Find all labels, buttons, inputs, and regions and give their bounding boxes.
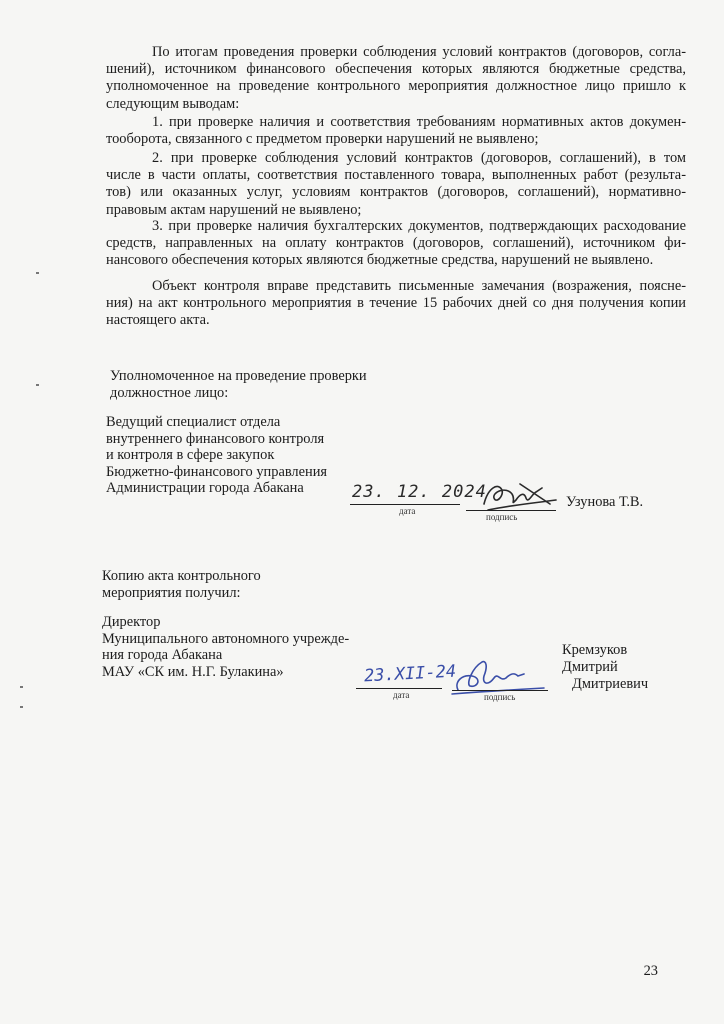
inspector-signature-line <box>466 510 556 511</box>
recipient-patronymic: Дмитриевич <box>572 676 649 692</box>
text-line: 1. при проверке наличия и соответствия требованиям нормативных актов докумен- <box>152 114 686 130</box>
finding-item-2 <box>106 150 686 219</box>
scan-mark <box>20 706 23 708</box>
text-line: 2. при проверке соблюдения условий контрактов (договоров, соглашений), в том <box>152 150 686 166</box>
scan-mark <box>36 272 39 274</box>
text-line: Бюджетно-финансового управления <box>106 463 328 480</box>
recipient-date-label: дата <box>393 690 410 700</box>
inspector-date-label: дата <box>399 506 416 516</box>
text-line: тооборота, связанного с предметом проверки нарушений не выявлено; <box>106 131 539 148</box>
conclusion-intro-paragraph <box>106 44 686 113</box>
recipient-surname: Кремзуков <box>562 642 628 658</box>
text-line: тов) или оказанных услуг, условиям контрактов (договоров, соглашений), нормативно- <box>106 184 686 201</box>
text-line: и контроля в сфере закупок <box>106 447 275 464</box>
text-line: следующим выводам: <box>106 95 240 112</box>
inspector-name: Узунова Т.В. <box>566 494 644 510</box>
recipient-first-name: Дмитрий <box>562 659 618 675</box>
text-line: ния) на акт контрольного мероприятия в течение 15 рабочих дней со дня получения копии <box>106 295 686 312</box>
text-line: уполномоченное на проведение контрольного мероприятия должностное лицо пришло к <box>106 78 686 95</box>
recipient-signature-label: подпись <box>484 692 516 702</box>
recipient-name <box>562 642 648 693</box>
text-line: средств, направленных на оплату контрактов (договоров, соглашений), источником фи- <box>106 235 686 252</box>
inspector-heading <box>110 368 367 401</box>
text-line: Муниципального автономного учрежде- <box>102 630 350 647</box>
text-line: МАУ «СК им. Н.Г. Булакина» <box>102 663 284 680</box>
scan-mark <box>20 686 23 688</box>
inspector-signature-label: подпись <box>486 512 518 522</box>
finding-item-1 <box>106 114 686 148</box>
recipient-position <box>102 614 349 680</box>
text-line: Администрации города Абакана <box>106 480 304 497</box>
scan-mark <box>36 384 39 386</box>
text-line: ния города Абакана <box>102 647 223 664</box>
recipient-heading <box>102 568 261 601</box>
text-line: 3. при проверке наличия бухгалтерских документов, подтверждающих расходование <box>152 218 686 234</box>
objection-paragraph <box>106 278 686 330</box>
text-line: настоящего акта. <box>106 312 210 329</box>
text-line: мероприятия получил: <box>102 584 241 601</box>
page-number: 23 <box>643 963 658 979</box>
text-line: должностное лицо: <box>110 384 229 401</box>
text-line: Копию акта контрольного <box>102 568 261 584</box>
inspector-position <box>106 414 327 497</box>
recipient-date-line <box>356 688 442 689</box>
text-line: внутреннего финансового контроля <box>106 430 325 447</box>
text-line: Директор <box>102 614 161 630</box>
recipient-date-handwritten: 23.XII-24 <box>363 661 457 687</box>
text-line: По итогам проведения проверки соблюдения условий контрактов (договоров, согла- <box>152 44 686 60</box>
recipient-signature-line <box>452 690 548 691</box>
text-line: числе в части оплаты, соответствия поставленного товара, выполненных работ (результа- <box>106 167 686 184</box>
text-line: правовым актам нарушений не выявлено; <box>106 201 362 218</box>
inspector-date-handwritten: 23. 12. 2024 <box>352 482 487 502</box>
text-line: Уполномоченное на проведение проверки <box>110 368 367 384</box>
inspector-date-line <box>350 504 460 505</box>
text-line: нансового обеспечения которых являются бюджетные средства, нарушений не выявлено. <box>106 252 654 269</box>
text-line: Объект контроля вправе представить письменные замечания (возражения, поясне- <box>152 278 686 294</box>
text-line: Ведущий специалист отдела <box>106 414 281 430</box>
text-line: шений), источником финансового обеспечения которых являются бюджетные средства, <box>106 61 686 78</box>
finding-item-3 <box>106 218 686 270</box>
